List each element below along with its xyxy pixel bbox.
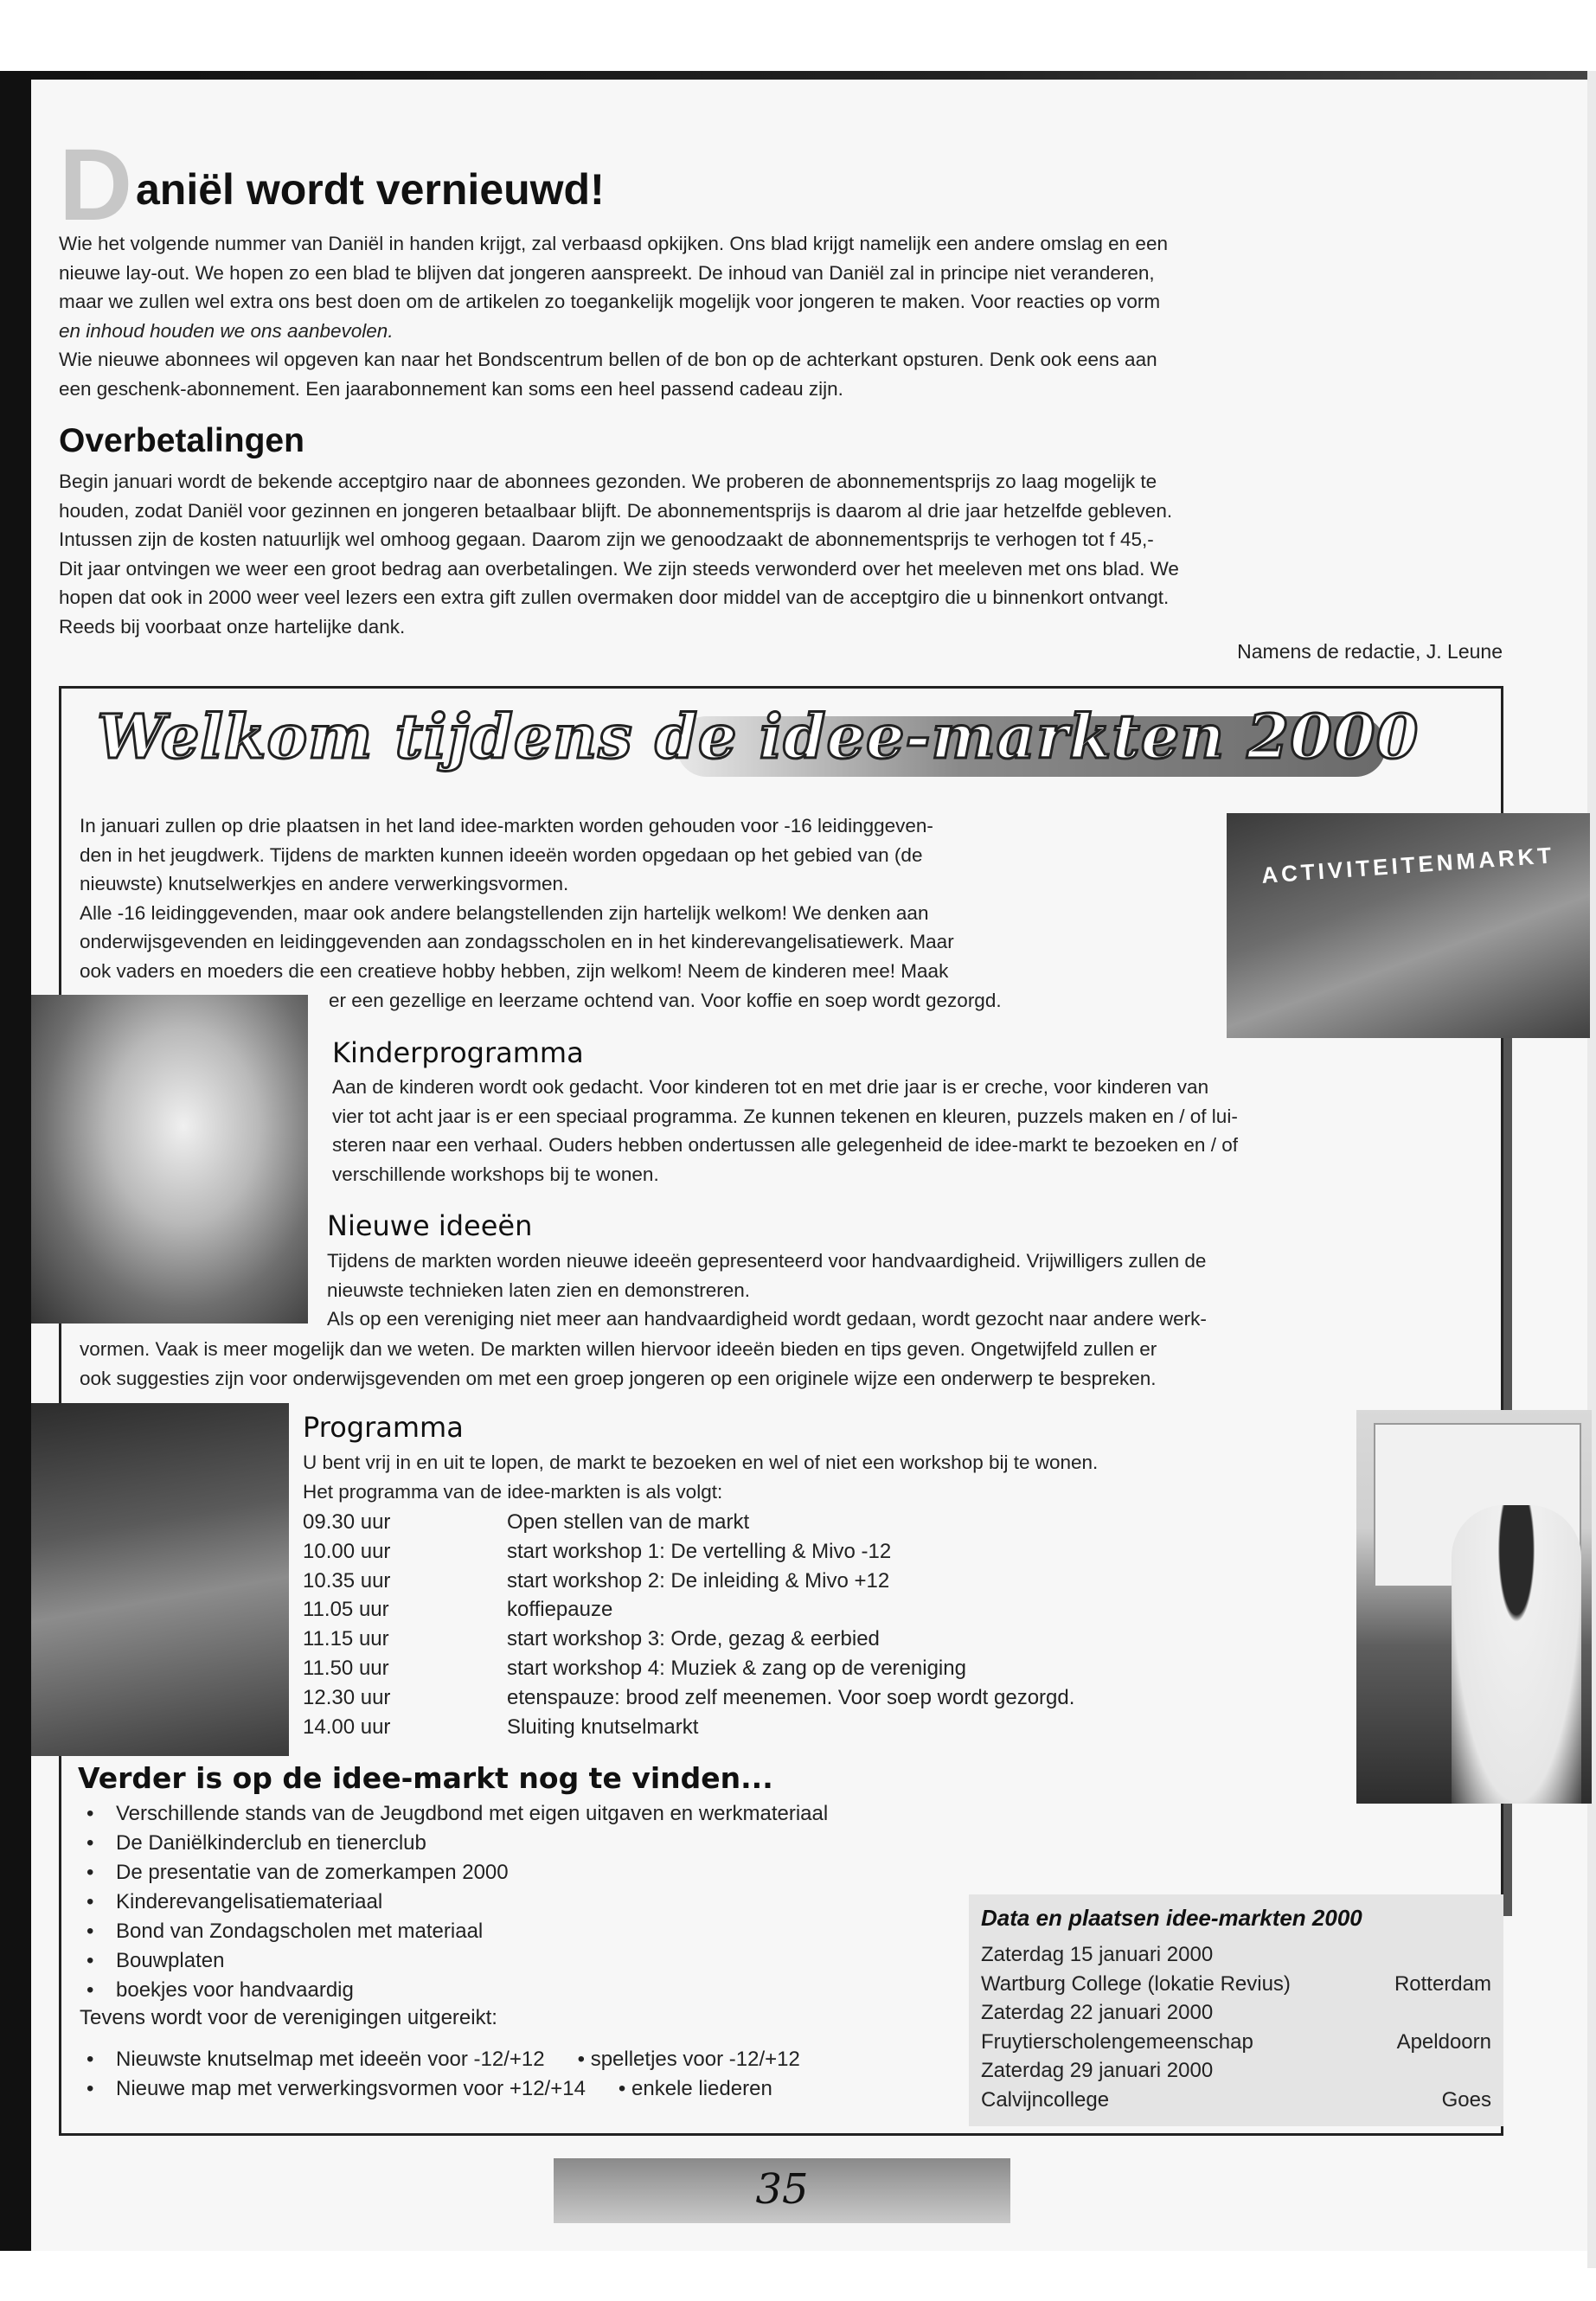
text-line: Aan de kinderen wordt ook gedacht. Voor kinderen tot en met drie jaar is er creche, voor kinderen van <box>332 1076 1209 1098</box>
scan-edge-right <box>1587 71 1596 2268</box>
photo-sign-text: ACTIVITEITENMARKT <box>1260 842 1556 888</box>
text-line: Intussen zijn de kosten natuurlijk wel omhoog gegaan. Daarom zijn we genoodzaakt de abonnementsprijs te verhogen tot f 45,- <box>59 529 1154 551</box>
text-line: steren naar een verhaal. Ouders hebben ondertussen alle gelegenheid de idee-markt te bezoeken en / of <box>332 1134 1238 1157</box>
text-line: een geschenk-abonnement. Een jaarabonnement kan soms een heel passend cadeau zijn. <box>59 377 843 400</box>
intro-paragraph <box>59 229 1495 404</box>
data-row <box>981 2056 1491 2086</box>
text-line: Alle -16 leidinggevenden, maar ook andere belangstellenden zijn hartelijk welkom! We denken aan <box>80 901 929 924</box>
schedule-row <box>303 1625 1074 1654</box>
list-item-text: • enkele liederen <box>619 2077 772 2100</box>
text-line: Begin januari wordt de bekende acceptgiro naar de abonnees gezonden. We proberen de abonnementsprijs zo laag mogelijk te <box>59 471 1157 492</box>
tevens-list <box>80 2045 800 2104</box>
text-line: ook vaders en moeders die een creatieve hobby hebben, zijn welkom! Neem de kinderen mee! Maak <box>80 959 949 982</box>
nieuwe-ideeen-paragraph-cont <box>80 1335 1157 1393</box>
data-right: Goes <box>1441 2087 1491 2112</box>
data-row <box>981 2028 1491 2057</box>
text-line: Dit jaar ontvingen we weer een groot bedrag aan overbetalingen. We zijn steeds verwonderd over het meeleven met ons blad. We <box>59 557 1179 580</box>
data-left: Zaterdag 15 januari 2000 <box>981 1943 1214 1966</box>
programma-heading: Programma <box>303 1411 464 1444</box>
welkom-paragraph <box>80 811 954 986</box>
signature: Namens de redactie, J. Leune <box>1237 640 1503 663</box>
schedule-time: 11.50 uur <box>303 1656 389 1680</box>
schedule-row <box>303 1595 1074 1625</box>
list-item-text: • spelletjes voor -12/+12 <box>578 2048 800 2071</box>
kinderprogramma-heading: Kinderprogramma <box>332 1036 584 1069</box>
text-line: Als op een vereniging niet meer aan handvaardigheid wordt gedaan, wordt gezocht naar andere werk- <box>327 1308 1207 1330</box>
schedule-time: 12.30 uur <box>303 1685 391 1709</box>
data-right: Rotterdam <box>1394 1971 1491 1996</box>
text-line: onderwijsgevenden en leidinggevenden aan zondagsscholen en in het kinderevangelisatiewerk. Maar <box>80 931 954 953</box>
text-line: Tijdens de markten worden nieuwe ideeën gepresenteerd voor handvaardigheid. Vrijwilligers zullen de <box>327 1250 1207 1272</box>
text-line: nieuwe lay-out. We hopen zo een blad te blijven dat jongeren aanspreekt. De inhoud van Daniël zal in principe niet veranderen, <box>59 261 1155 284</box>
data-row <box>981 1998 1491 2028</box>
list-item: • De Daniëlkinderclub en tienerclub <box>80 1829 828 1858</box>
photo-market-crowd <box>31 1403 289 1756</box>
list-item: • boekjes voor handvaardig <box>80 1976 828 2005</box>
schedule-item: start workshop 3: Orde, gezag & eerbied <box>507 1627 880 1651</box>
text-line: den in het jeugdwerk. Tijdens de markten kunnen ideeën worden opgedaan op het gebied van (de <box>80 843 923 866</box>
text-line: Wie nieuwe abonnees wil opgeven kan naar het Bondscentrum bellen of de bon op de achterkant opsturen. Denk ook eens aan <box>59 349 1157 371</box>
data-left: Fruytierscholengemeenschap <box>981 2029 1253 2054</box>
tevens-text: Tevens wordt voor de verenigingen uitgereikt: <box>80 2006 497 2029</box>
text-line: hopen dat ook in 2000 weer veel lezers een extra gift zullen overmaken door middel van de acceptgiro die u binnenkort ontvangt. <box>59 586 1170 609</box>
schedule-row <box>303 1683 1074 1713</box>
schedule-time: 10.35 uur <box>303 1568 391 1593</box>
list-item <box>80 2045 800 2074</box>
text-line: verschillende workshops bij te wonen. <box>332 1163 659 1185</box>
data-left: Wartburg College (lokatie Revius) <box>981 1971 1291 1996</box>
scan-margin-top <box>0 0 1596 74</box>
nieuwe-ideeen-heading: Nieuwe ideeën <box>327 1209 533 1242</box>
schedule-row <box>303 1713 1074 1742</box>
page-number: 35 <box>755 2165 809 2214</box>
text-line: Reeds bij voorbaat onze hartelijke dank. <box>59 615 406 638</box>
list-item: • Bond van Zondagscholen met materiaal <box>80 1917 828 1946</box>
schedule-time: 11.05 uur <box>303 1598 389 1622</box>
schedule-table <box>303 1508 1074 1741</box>
schedule-time: 10.00 uur <box>303 1539 391 1563</box>
schedule-row <box>303 1654 1074 1683</box>
text-line: houden, zodat Daniël voor gezinnen en jongeren betaalbaar blijft. De abonnementsprijs is daarom al drie jaar hetzelfde gebleven. <box>59 499 1173 522</box>
data-left: Zaterdag 29 januari 2000 <box>981 2059 1214 2082</box>
presenter-figure <box>1452 1505 1581 1804</box>
schedule-item: start workshop 1: De vertelling & Mivo -12 <box>507 1539 892 1563</box>
kinderprogramma-paragraph <box>332 1073 1238 1189</box>
list-item: • De presentatie van de zomerkampen 2000 <box>80 1858 828 1888</box>
scan-edge-left <box>0 71 31 2251</box>
text-line: U bent vrij in en uit te lopen, de markt te bezoeken en wel of niet een workshop bij te wonen. <box>303 1452 1099 1473</box>
page-number-bar <box>554 2158 1010 2223</box>
schedule-item: start workshop 4: Muziek & zang op de vereniging <box>507 1656 966 1680</box>
welkom-banner <box>80 701 1420 796</box>
schedule-row <box>303 1508 1074 1537</box>
text-line: Wie het volgende nummer van Daniël in handen krijgt, zal verbaasd opkijken. Ons blad krijgt namelijk een andere omslag en een <box>59 233 1168 254</box>
data-plaatsen-box <box>969 1894 1503 2126</box>
list-item <box>80 2074 800 2104</box>
overbetalingen-heading: Overbetalingen <box>59 422 304 459</box>
photo-woman-presenting <box>1356 1410 1592 1804</box>
schedule-time: 09.30 uur <box>303 1510 391 1534</box>
text-line: In januari zullen op drie plaatsen in het land idee-markten worden gehouden voor -16 leidinggeven- <box>80 815 933 836</box>
text-line: nieuwste technieken laten zien en demonstreren. <box>327 1279 751 1301</box>
schedule-row <box>303 1567 1074 1596</box>
text-line: vormen. Vaak is meer mogelijk dan we weten. De markten willen hiervoor ideeën bieden en tips geven. Ongetwijfeld zullen er <box>80 1338 1157 1360</box>
verder-list <box>80 1799 828 2005</box>
data-row <box>981 1970 1491 1999</box>
schedule-time: 14.00 uur <box>303 1715 391 1739</box>
schedule-row <box>303 1537 1074 1567</box>
data-left: Zaterdag 22 januari 2000 <box>981 2001 1214 2024</box>
drop-cap: D <box>59 128 133 242</box>
verder-heading: Verder is op de idee-markt nog te vinden... <box>78 1761 773 1795</box>
schedule-item: koffiepauze <box>507 1598 613 1622</box>
data-right: Apeldoorn <box>1396 2029 1491 2054</box>
text-line: ook suggesties zijn voor onderwijsgevenden om met een groep jongeren op een originele wijze een onderwerp te bespreken. <box>80 1367 1157 1389</box>
photo-activiteitenmarkt <box>1227 813 1590 1038</box>
list-item: • Kinderevangelisatiemateriaal <box>80 1888 828 1917</box>
schedule-item: etenspauze: brood zelf meenemen. Voor soep wordt gezorgd. <box>507 1685 1075 1709</box>
schedule-item: start workshop 2: De inleiding & Mivo +12 <box>507 1568 890 1593</box>
data-box-title: Data en plaatsen idee-markten 2000 <box>981 1905 1362 1931</box>
text-line: maar we zullen wel extra ons best doen om de artikelen zo toegankelijk mogelijk voor jongeren te maken. Voor reacties op vorm <box>59 291 1161 313</box>
banner-title: Welkom tijdens de idee-markten 2000 <box>97 701 1420 772</box>
list-item: • Verschillende stands van de Jeugdbond met eigen uitgaven en werkmateriaal <box>80 1799 828 1829</box>
article-title: aniël wordt vernieuwd! <box>136 165 605 214</box>
overbetalingen-paragraph <box>59 467 1495 642</box>
data-left: Calvijncollege <box>981 2087 1110 2112</box>
schedule-item: Open stellen van de markt <box>507 1510 750 1534</box>
text-line: nieuwste) knutselwerkjes en andere verwerkingsvormen. <box>80 873 569 895</box>
data-row <box>981 2086 1491 2115</box>
schedule-time: 11.15 uur <box>303 1627 389 1651</box>
text-line: Het programma van de idee-markten is als volgt: <box>303 1480 723 1503</box>
scan-edge-top <box>0 71 1596 80</box>
list-item-text: • Nieuwe map met verwerkingsvormen voor +12/+14 <box>80 2077 586 2100</box>
nieuwe-ideeen-paragraph <box>327 1247 1207 1334</box>
data-row <box>981 1940 1491 1970</box>
text-line: vier tot acht jaar is er een speciaal programma. Ze kunnen tekenen en kleuren, puzzels maken en / of lui- <box>332 1105 1238 1127</box>
list-item-text: • Nieuwste knutselmap met ideeën voor -12/+12 <box>80 2048 545 2071</box>
text-line: en inhoud houden we ons aanbevolen. <box>59 319 394 342</box>
schedule-item: Sluiting knutselmarkt <box>507 1715 699 1739</box>
programma-intro <box>303 1448 1098 1506</box>
welkom-last-line: er een gezellige en leerzame ochtend van. Voor koffie en soep wordt gezorgd. <box>329 990 1002 1011</box>
list-item: • Bouwplaten <box>80 1946 828 1976</box>
photo-boy-crafting <box>31 995 308 1324</box>
